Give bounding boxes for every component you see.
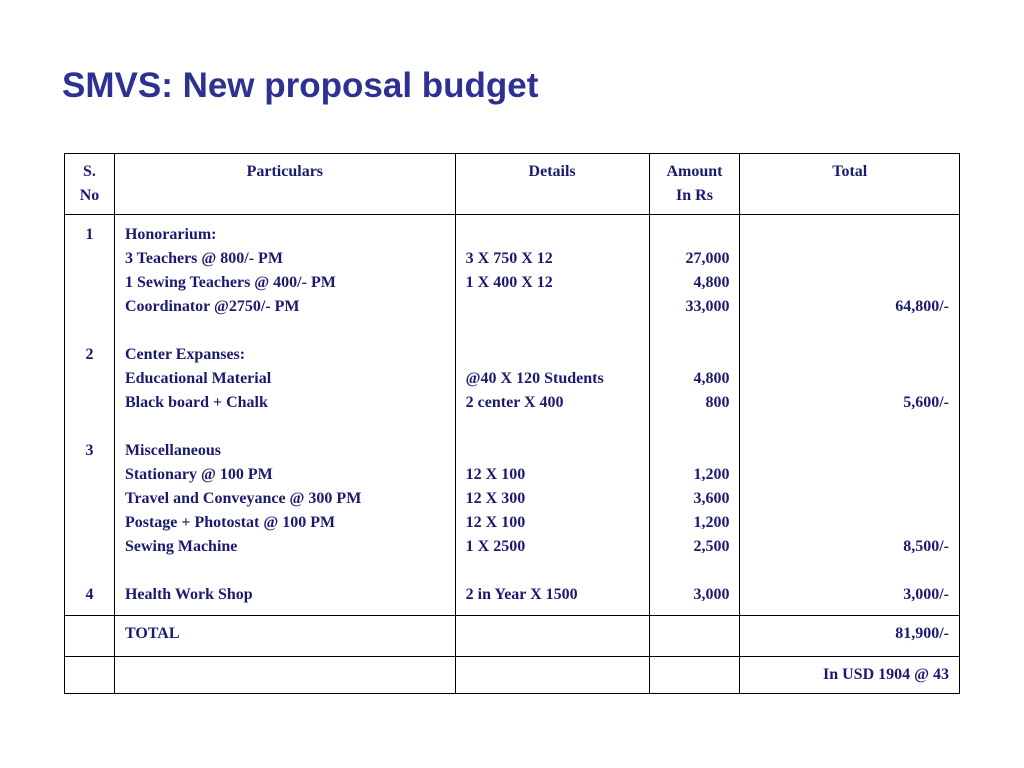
body-row	[65, 215, 960, 616]
amounts-line	[660, 319, 730, 343]
page-title: SMVS: New proposal budget	[62, 66, 539, 105]
details-line	[466, 439, 639, 463]
particulars-line: Health Work Shop	[124, 586, 253, 603]
amounts-line	[660, 559, 730, 583]
usd-row-sno	[65, 657, 115, 694]
header-amount-line1: Amount	[666, 163, 723, 180]
particulars-line: Miscellaneous	[124, 442, 221, 459]
totals-line: 64,800/-	[895, 298, 949, 315]
sno-line: 4	[85, 586, 94, 603]
totals-line	[750, 463, 949, 487]
details-line: @40 X 120 Students	[465, 370, 604, 387]
particulars-line: Center Expanses:	[124, 346, 246, 363]
amounts-line: 4,800	[693, 370, 730, 387]
usd-row	[65, 657, 960, 694]
total-row-amount	[649, 616, 740, 657]
amounts-line: 2,500	[693, 538, 730, 555]
header-sno-line1: S.	[83, 163, 96, 180]
header-particulars: Particulars	[114, 154, 455, 215]
header-row	[65, 154, 960, 215]
total-row-sno	[65, 616, 115, 657]
sno-line	[75, 535, 104, 559]
details-line	[466, 319, 639, 343]
usd-row-details	[455, 657, 649, 694]
amounts-line	[660, 415, 730, 439]
amounts-line: 3,000	[693, 586, 730, 603]
totals-line	[750, 247, 949, 271]
details-line: 3 X 750 X 12	[465, 250, 553, 267]
sno-line: 3	[85, 442, 94, 459]
details-cell	[455, 215, 649, 616]
particulars-line: Coordinator @2750/- PM	[124, 298, 300, 315]
particulars-line	[125, 415, 445, 439]
particulars-line: 1 Sewing Teachers @ 400/- PM	[124, 274, 336, 291]
total-row	[65, 616, 960, 657]
particulars-line: Postage + Photostat @ 100 PM	[124, 514, 336, 531]
details-line	[466, 415, 639, 439]
sno-line	[75, 367, 104, 391]
amounts-line: 1,200	[693, 514, 730, 531]
particulars-line: Honorarium:	[124, 226, 217, 243]
amounts-line	[660, 343, 730, 367]
totals-line	[750, 439, 949, 463]
amounts-line: 4,800	[693, 274, 730, 291]
details-line: 1 X 2500	[465, 538, 526, 555]
amounts-line: 1,200	[693, 466, 730, 483]
particulars-line: Travel and Conveyance @ 300 PM	[124, 490, 362, 507]
totals-line	[750, 223, 949, 247]
sno-line	[75, 415, 104, 439]
totals-line	[750, 559, 949, 583]
details-line: 2 in Year X 1500	[465, 586, 578, 603]
amounts-line: 800	[705, 394, 730, 411]
sno-line	[75, 295, 104, 319]
header-total: Total	[740, 154, 960, 215]
sno-line: 1	[85, 226, 94, 243]
details-line	[466, 343, 639, 367]
budget-table	[64, 153, 960, 694]
totals-line	[750, 511, 949, 535]
totals-line	[750, 367, 949, 391]
particulars-line: Sewing Machine	[124, 538, 238, 555]
sno-line	[75, 319, 104, 343]
particulars-line	[125, 559, 445, 583]
totals-line: 5,600/-	[903, 394, 949, 411]
details-line	[466, 223, 639, 247]
details-line: 12 X 100	[465, 514, 526, 531]
totals-line	[750, 487, 949, 511]
totals-line	[750, 343, 949, 367]
sno-cell	[65, 215, 115, 616]
sno-line	[75, 487, 104, 511]
total-cell	[740, 215, 960, 616]
details-line: 12 X 100	[465, 466, 526, 483]
particulars-cell	[114, 215, 455, 616]
header-sno-line2: No	[79, 187, 100, 204]
amounts-line: 27,000	[685, 250, 730, 267]
totals-line: 3,000/-	[903, 586, 949, 603]
sno-line	[75, 247, 104, 271]
particulars-line	[125, 319, 445, 343]
details-line: 1 X 400 X 12	[465, 274, 553, 291]
header-amount	[649, 154, 740, 215]
totals-line	[750, 415, 949, 439]
details-line: 12 X 300	[465, 490, 526, 507]
amount-cell	[649, 215, 740, 616]
total-row-value: 81,900/-	[740, 616, 960, 657]
usd-row-particulars	[114, 657, 455, 694]
sno-line	[75, 271, 104, 295]
amounts-line	[660, 439, 730, 463]
header-sno	[65, 154, 115, 215]
details-line	[466, 559, 639, 583]
sno-line	[75, 391, 104, 415]
particulars-line: Black board + Chalk	[124, 394, 268, 411]
details-line	[466, 295, 639, 319]
total-row-label: TOTAL	[114, 616, 455, 657]
header-amount-line2: In Rs	[676, 187, 713, 204]
amounts-line	[660, 223, 730, 247]
amounts-line: 33,000	[685, 298, 730, 315]
particulars-line: Stationary @ 100 PM	[124, 466, 273, 483]
details-line: 2 center X 400	[465, 394, 564, 411]
sno-line	[75, 559, 104, 583]
usd-row-amount	[649, 657, 740, 694]
usd-row-value: In USD 1904 @ 43	[740, 657, 960, 694]
sno-line: 2	[85, 346, 94, 363]
amounts-line: 3,600	[693, 490, 730, 507]
total-row-details	[455, 616, 649, 657]
particulars-line: 3 Teachers @ 800/- PM	[124, 250, 283, 267]
particulars-line: Educational Material	[124, 370, 272, 387]
header-details: Details	[455, 154, 649, 215]
sno-line	[75, 463, 104, 487]
totals-line: 8,500/-	[903, 538, 949, 555]
totals-line	[750, 271, 949, 295]
totals-line	[750, 319, 949, 343]
sno-line	[75, 511, 104, 535]
